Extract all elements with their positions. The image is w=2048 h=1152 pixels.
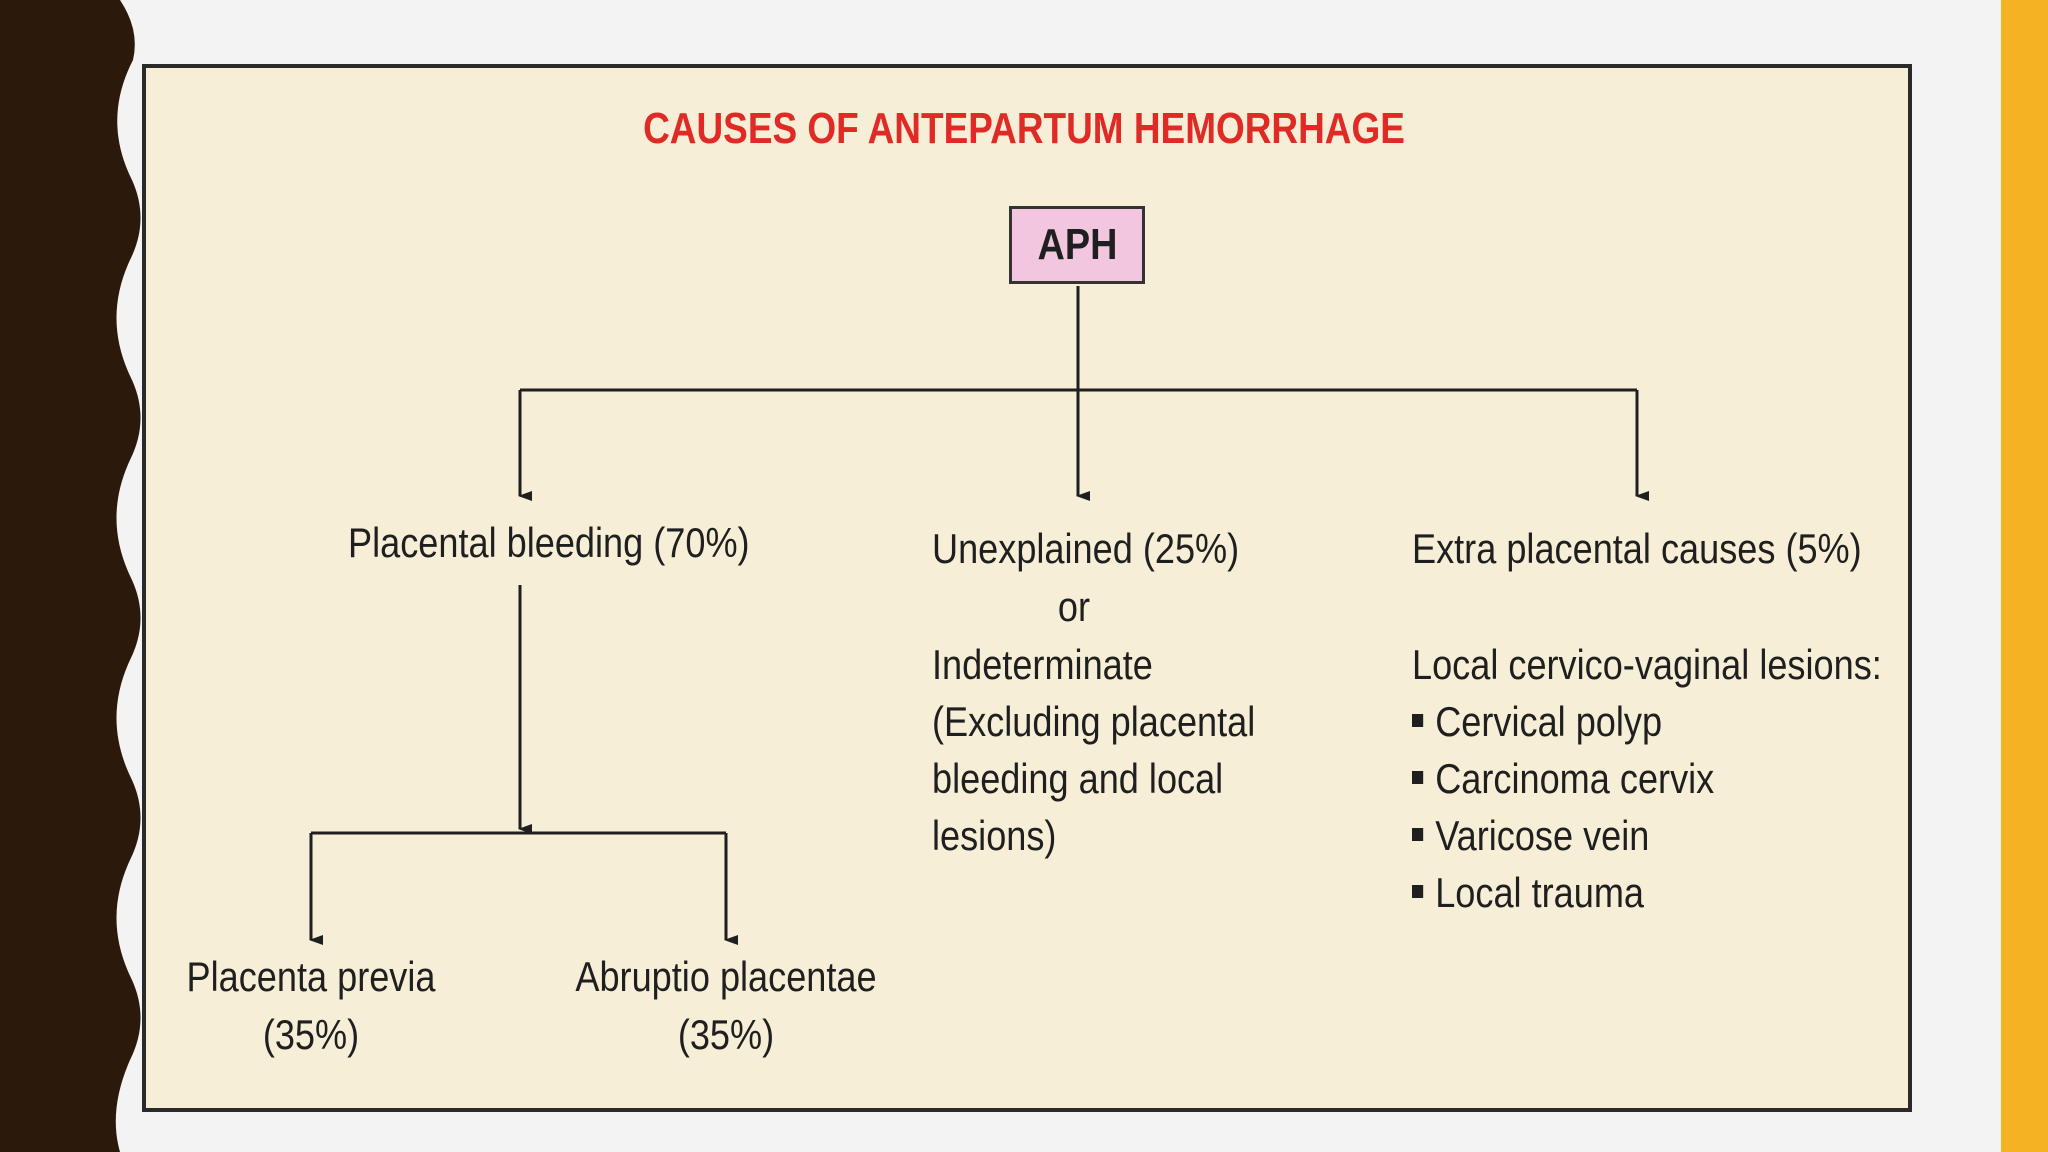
extra-placental-label: Extra placental causes (5%) (1412, 525, 1862, 572)
abruptio-placentae-percent: (35%) (677, 1011, 775, 1058)
indeterminate-line-1: Indeterminate (932, 641, 1153, 688)
root-node-label: APH (1037, 220, 1117, 269)
indeterminate-line-4: lesions) (932, 812, 1057, 859)
abruptio-placentae-name: Abruptio placentae (575, 953, 877, 1000)
placental-bleeding-label: Placental bleeding (70%) (348, 519, 750, 566)
list-item-text: Carcinoma cervix (1435, 755, 1715, 802)
square-bullet-icon (1412, 885, 1423, 898)
placenta-previa-percent: (35%) (262, 1011, 360, 1058)
cervico-vaginal-heading: Local cervico-vaginal lesions: (1412, 641, 1882, 688)
square-bullet-icon (1412, 828, 1423, 841)
root-node-aph (1009, 206, 1145, 284)
list-item (1412, 750, 1714, 807)
indeterminate-line-3: bleeding and local (932, 755, 1224, 802)
list-item (1412, 807, 1714, 864)
list-item-text: Local trauma (1435, 869, 1645, 916)
list-item (1412, 864, 1714, 921)
list-item (1412, 693, 1714, 750)
diagram-title: CAUSES OF ANTEPARTUM HEMORRHAGE (643, 104, 1405, 153)
placenta-previa-name: Placenta previa (186, 953, 436, 1000)
list-item-text: Cervical polyp (1435, 698, 1663, 745)
indeterminate-line-2: (Excluding placental (932, 698, 1256, 745)
square-bullet-icon (1412, 771, 1423, 784)
unexplained-connector: or (1057, 583, 1091, 630)
unexplained-label: Unexplained (25%) (932, 525, 1240, 572)
square-bullet-icon (1412, 714, 1423, 727)
cervico-vaginal-list (1412, 693, 1714, 921)
list-item-text: Varicose vein (1435, 812, 1650, 859)
